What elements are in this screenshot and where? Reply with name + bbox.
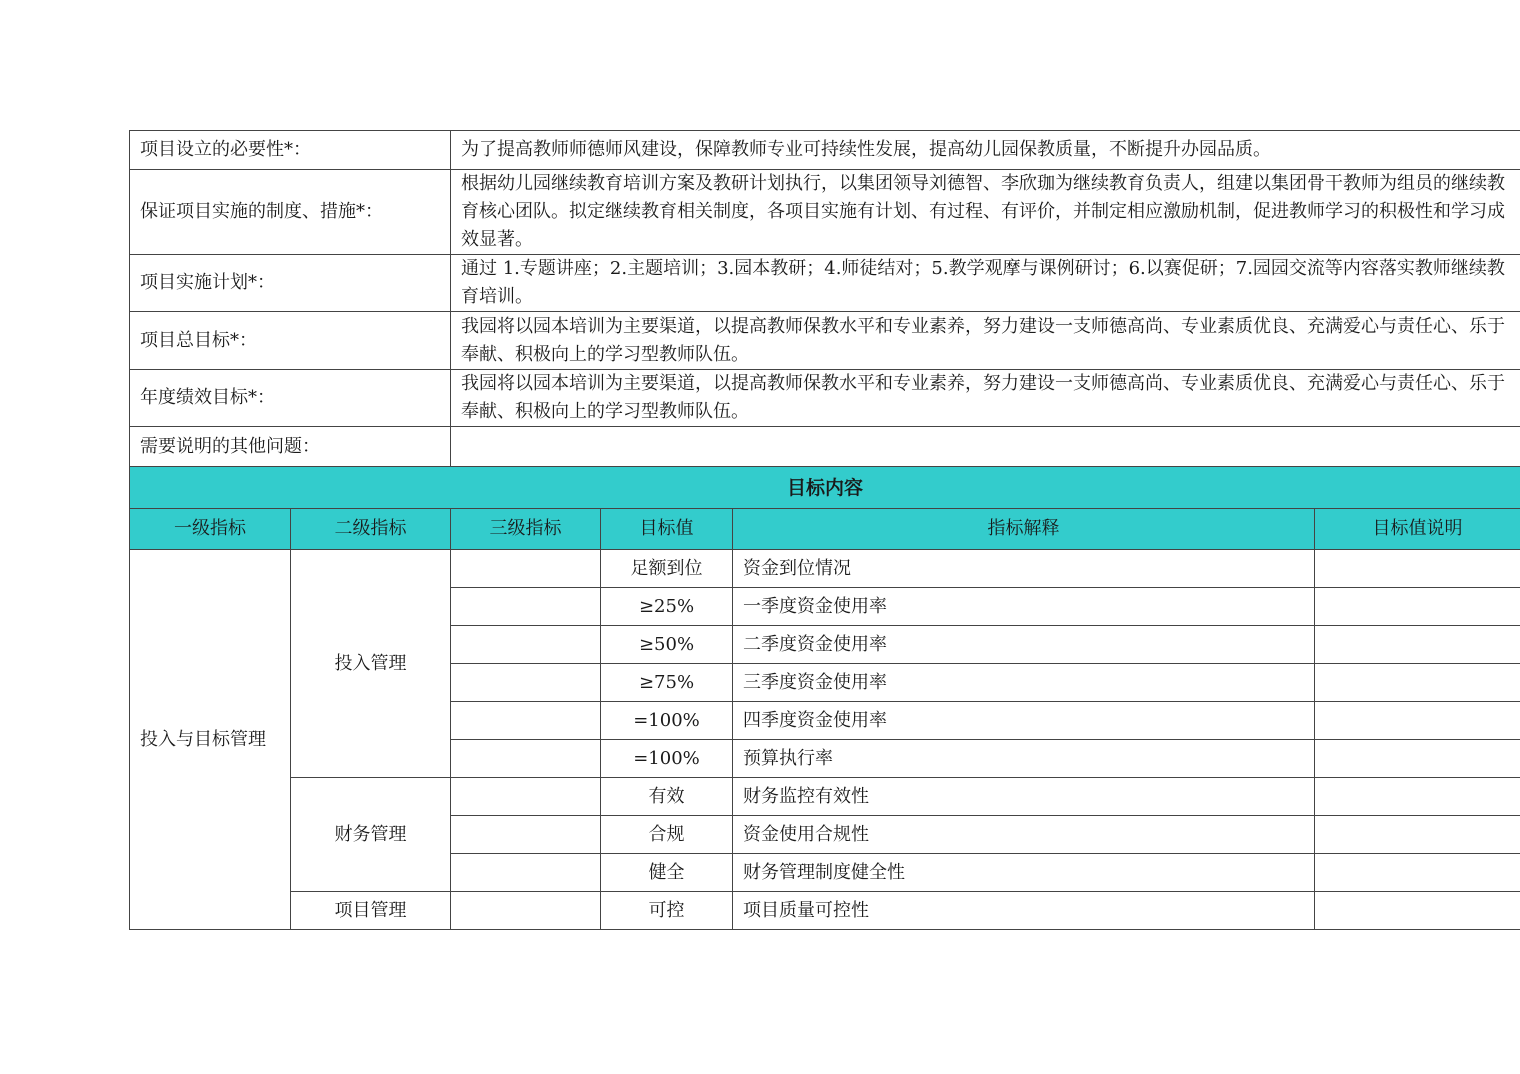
indicator-explanation: 项目质量可控性 <box>733 892 1315 930</box>
level3-indicator <box>451 702 601 740</box>
info-row-annual-goal <box>130 370 1520 427</box>
target-value-note <box>1315 664 1520 702</box>
level2-indicator: 投入管理 <box>291 550 451 778</box>
target-value: 有效 <box>601 778 733 816</box>
info-row-necessity <box>130 131 1520 170</box>
info-row-measures <box>130 170 1520 255</box>
info-label: 项目实施计划*： <box>130 255 451 312</box>
section-title-row <box>130 467 1520 509</box>
column-header: 三级指标 <box>451 509 601 550</box>
info-value: 为了提高教师师德师风建设，保障教师专业可持续性发展，提高幼儿园保教质量，不断提升办园品质。 <box>451 131 1520 170</box>
level3-indicator <box>451 816 601 854</box>
table-row <box>130 550 1520 588</box>
info-value: 我园将以园本培训为主要渠道，以提高教师保教水平和专业素养，努力建设一支师德高尚、专业素质优良、充满爱心与责任心、乐于奉献、积极向上的学习型教师队伍。 <box>451 312 1520 370</box>
level2-indicator: 财务管理 <box>291 778 451 892</box>
column-header: 二级指标 <box>291 509 451 550</box>
level2-indicator: 项目管理 <box>291 892 451 930</box>
column-header: 一级指标 <box>130 509 291 550</box>
level3-indicator <box>451 588 601 626</box>
target-value: 健全 <box>601 854 733 892</box>
indicator-explanation: 资金使用合规性 <box>733 816 1315 854</box>
info-value <box>451 427 1520 467</box>
info-value: 通过 1.专题讲座；2.主题培训；3.园本教研；4.师徒结对；5.教学观摩与课例研讨；6.以赛促研；7.园园交流等内容落实教师继续教育培训。 <box>451 255 1520 312</box>
target-value-note <box>1315 854 1520 892</box>
indicator-explanation: 预算执行率 <box>733 740 1315 778</box>
target-value-note <box>1315 588 1520 626</box>
level3-indicator <box>451 778 601 816</box>
info-label: 年度绩效目标*： <box>130 370 451 427</box>
indicator-explanation: 资金到位情况 <box>733 550 1315 588</box>
level1-indicator: 投入与目标管理 <box>130 550 291 930</box>
target-value-note <box>1315 626 1520 664</box>
indicator-explanation: 四季度资金使用率 <box>733 702 1315 740</box>
target-value: =100% <box>601 740 733 778</box>
info-row-plan <box>130 255 1520 312</box>
target-value-note <box>1315 892 1520 930</box>
column-header-row <box>130 509 1520 550</box>
level3-indicator <box>451 664 601 702</box>
indicator-explanation: 二季度资金使用率 <box>733 626 1315 664</box>
column-header: 目标值说明 <box>1315 509 1520 550</box>
level3-indicator <box>451 892 601 930</box>
indicator-explanation: 财务监控有效性 <box>733 778 1315 816</box>
target-value: 足额到位 <box>601 550 733 588</box>
indicator-explanation: 一季度资金使用率 <box>733 588 1315 626</box>
target-value: 可控 <box>601 892 733 930</box>
target-value-note <box>1315 816 1520 854</box>
target-value: ≥25% <box>601 588 733 626</box>
level3-indicator <box>451 626 601 664</box>
info-value: 根据幼儿园继续教育培训方案及教研计划执行，以集团领导刘德智、李欣珈为继续教育负责人，组建以集团骨干教师为组员的继续教育核心团队。拟定继续教育相关制度，各项目实施有计划、有过程、有评价，并制定相应激励机制，促进教师学习的积极性和学习成效显著。 <box>451 170 1520 255</box>
target-value-note <box>1315 702 1520 740</box>
target-value-note <box>1315 550 1520 588</box>
info-label: 需要说明的其他问题： <box>130 427 451 467</box>
column-header: 目标值 <box>601 509 733 550</box>
table-row <box>130 778 1520 816</box>
level3-indicator <box>451 550 601 588</box>
info-label: 项目设立的必要性*： <box>130 131 451 170</box>
target-value: 合规 <box>601 816 733 854</box>
project-info-table <box>129 130 1520 930</box>
info-value: 我园将以园本培训为主要渠道，以提高教师保教水平和专业素养，努力建设一支师德高尚、专业素质优良、充满爱心与责任心、乐于奉献、积极向上的学习型教师队伍。 <box>451 370 1520 427</box>
level3-indicator <box>451 854 601 892</box>
target-value: ≥50% <box>601 626 733 664</box>
target-value: =100% <box>601 702 733 740</box>
info-row-other-issues <box>130 427 1520 467</box>
target-value: ≥75% <box>601 664 733 702</box>
indicator-explanation: 三季度资金使用率 <box>733 664 1315 702</box>
table-row <box>130 892 1520 930</box>
info-row-overall-goal <box>130 312 1520 370</box>
section-title: 目标内容 <box>130 467 1520 509</box>
target-value-note <box>1315 778 1520 816</box>
info-label: 保证项目实施的制度、措施*： <box>130 170 451 255</box>
column-header: 指标解释 <box>733 509 1315 550</box>
level3-indicator <box>451 740 601 778</box>
performance-target-sheet <box>129 130 1520 930</box>
info-label: 项目总目标*： <box>130 312 451 370</box>
target-value-note <box>1315 740 1520 778</box>
indicator-explanation: 财务管理制度健全性 <box>733 854 1315 892</box>
